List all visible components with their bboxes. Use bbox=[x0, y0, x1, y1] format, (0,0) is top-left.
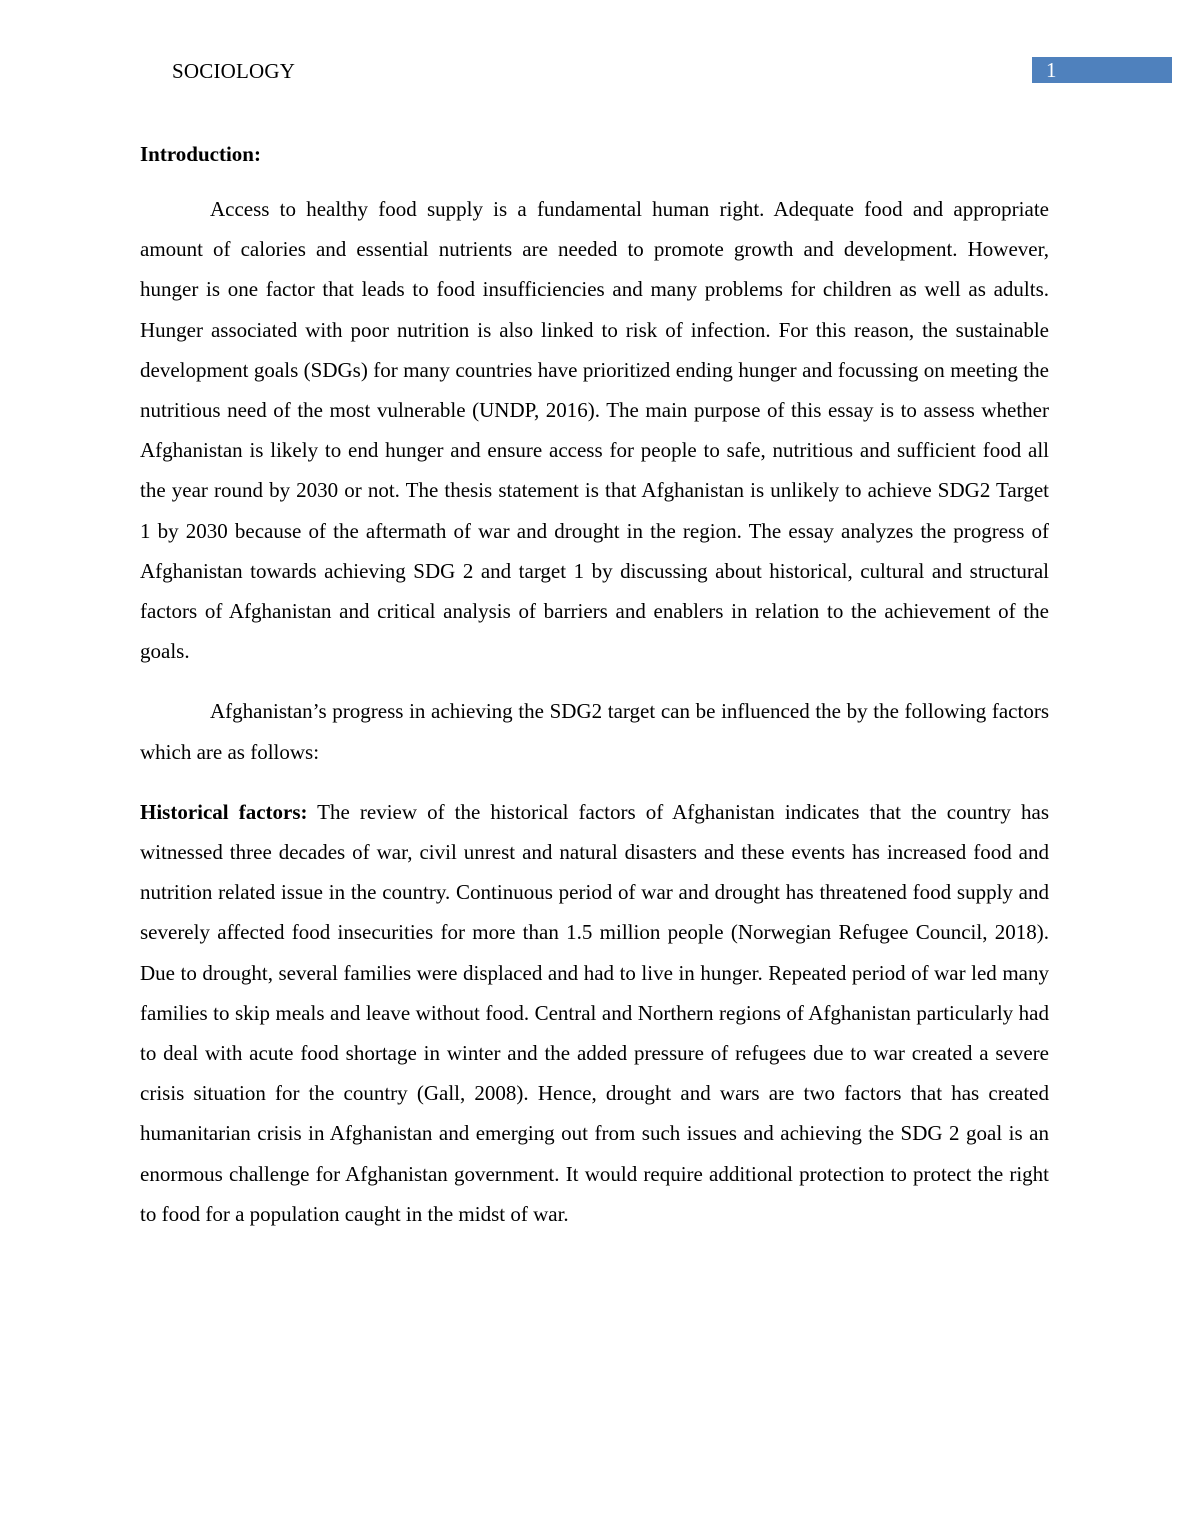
paragraph-introduction: Access to healthy food supply is a fundamental human right. Adequate food and appropriate amount of calories and essential nutrients are needed to promote growth and development. However, hunger is one factor that leads to food insufficiencies and many problems for children as well as adults. Hunger associated with poor nutrition is also linked to risk of infection. For this reason, the sustainable development goals (SDGs) for many countries have prioritized ending hunger and focussing on meeting the nutritious need of the most vulnerable (UNDP, 2016). The main purpose of this essay is to assess whether Afghanistan is likely to end hunger and ensure access for people to safe, nutritious and sufficient food all the year round by 2030 or not. The thesis statement is that Afghanistan is unlikely to achieve SDG2 Target 1 by 2030 because of the aftermath of war and drought in the region. The essay analyzes the progress of Afghanistan towards achieving SDG 2 and target 1 by discussing about historical, cultural and structural factors of Afghanistan and critical analysis of barriers and enablers in relation to the achievement of the goals. bbox=[140, 197, 1049, 664]
document-body bbox=[140, 139, 1049, 1254]
running-header-title: SOCIOLOGY bbox=[172, 59, 296, 83]
historical-factors-label: Historical factors: bbox=[140, 799, 308, 824]
page-number-badge bbox=[1032, 57, 1172, 83]
paragraph-historical-factors bbox=[140, 792, 1049, 1234]
paragraph-factors-intro: Afghanistan’s progress in achieving the SDG2 target can be influenced the by the following factors which are as follows: bbox=[140, 699, 1049, 764]
section-heading-introduction: Introduction: bbox=[140, 142, 261, 166]
historical-factors-text: The review of the historical factors of Afghanistan indicates that the country has witnessed three decades of war, civil unrest and natural disasters and these events has increased food and nutrition related issue in the country. Continuous period of war and drought has threatened food supply and severely affected food insecurities for more than 1.5 million people (Norwegian Refugee Council, 2018). Due to drought, several families were displaced and had to live in hunger. Repeated period of war led many families to skip meals and leave without food. Central and Northern regions of Afghanistan particularly had to deal with acute food shortage in winter and the added pressure of refugees due to war created a severe crisis situation for the country (Gall, 2008). Hence, drought and wars are two factors that has created humanitarian crisis in Afghanistan and emerging out from such issues and achieving the SDG 2 goal is an enormous challenge for Afghanistan government. It would require additional protection to protect the right to food for a population caught in the midst of war. bbox=[140, 799, 1049, 1226]
page-number: 1 bbox=[1046, 58, 1057, 82]
